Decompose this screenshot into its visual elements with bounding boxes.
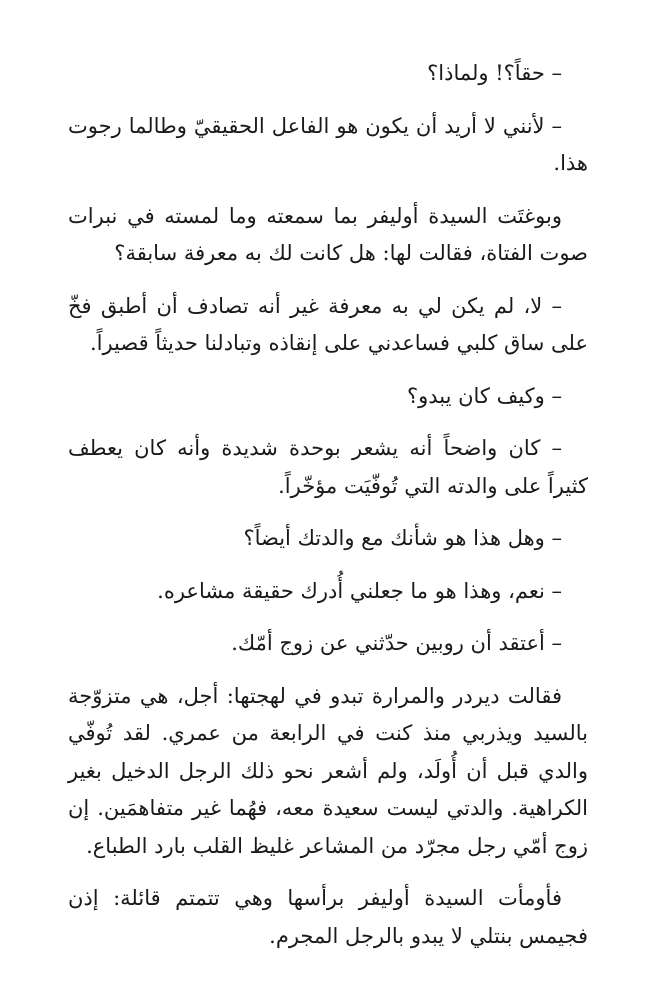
dialogue-paragraph: – وهل هذا هو شأنك مع والدتك أيضاً؟	[243, 526, 562, 550]
dialogue-paragraph: – كان واضحاً أنه يشعر بوحدة شديدة وأنه كان يعطف كثيراً على والدته التي تُوفّيَت مؤخّراً.	[68, 436, 588, 498]
dialogue-paragraph: – وكيف كان يبدو؟	[406, 383, 562, 408]
dialogue-paragraph: – حقاً؟! ولماذا؟	[427, 61, 562, 85]
dialogue-paragraph: – نعم، وهذا هو ما جعلني أُدرك حقيقة مشاعره.	[157, 578, 562, 603]
book-page	[68, 55, 588, 955]
narration-paragraph: وبوغتَت السيدة أوليفر بما سمعته وما لمسته في نبرات صوت الفتاة، فقالت لها: هل كانت لك به معرفة سابقة؟	[68, 203, 588, 265]
dialogue-paragraph: – أعتقد أن روبين حدّثني عن زوج أمّك.	[231, 631, 562, 655]
narration-paragraph: فقالت ديردر والمرارة تبدو في لهجتها: أجل، هي متزوّجة بالسيد ويذربي منذ كنت في الرابعة من عمري. لقد تُوفّي والدي قبل أن أُولَد، ولم أشعر نحو ذلك الرجل الدخيل بغير الكراهية. والدتي ليست سعيدة معه، فهُما غير متفاهمَين. إن زوج أمّي رجل مجرّد من المشاعر غليظ القلب بارد الطباع.	[68, 683, 588, 858]
dialogue-paragraph: – لأنني لا أريد أن يكون هو الفاعل الحقيقيّ وطالما رجوت هذا.	[68, 113, 588, 175]
narration-paragraph: فأومأت السيدة أوليفر برأسها وهي تتمتم قائلة: إذن فجيمس بنتلي لا يبدو بالرجل المجرم.	[68, 886, 588, 948]
dialogue-paragraph: – لا، لم يكن لي به معرفة غير أنه تصادف أن أطبق فخّ على ساق كلبي فساعدني على إنقاذه وتبادلنا حديثاً قصيراً.	[68, 293, 588, 355]
